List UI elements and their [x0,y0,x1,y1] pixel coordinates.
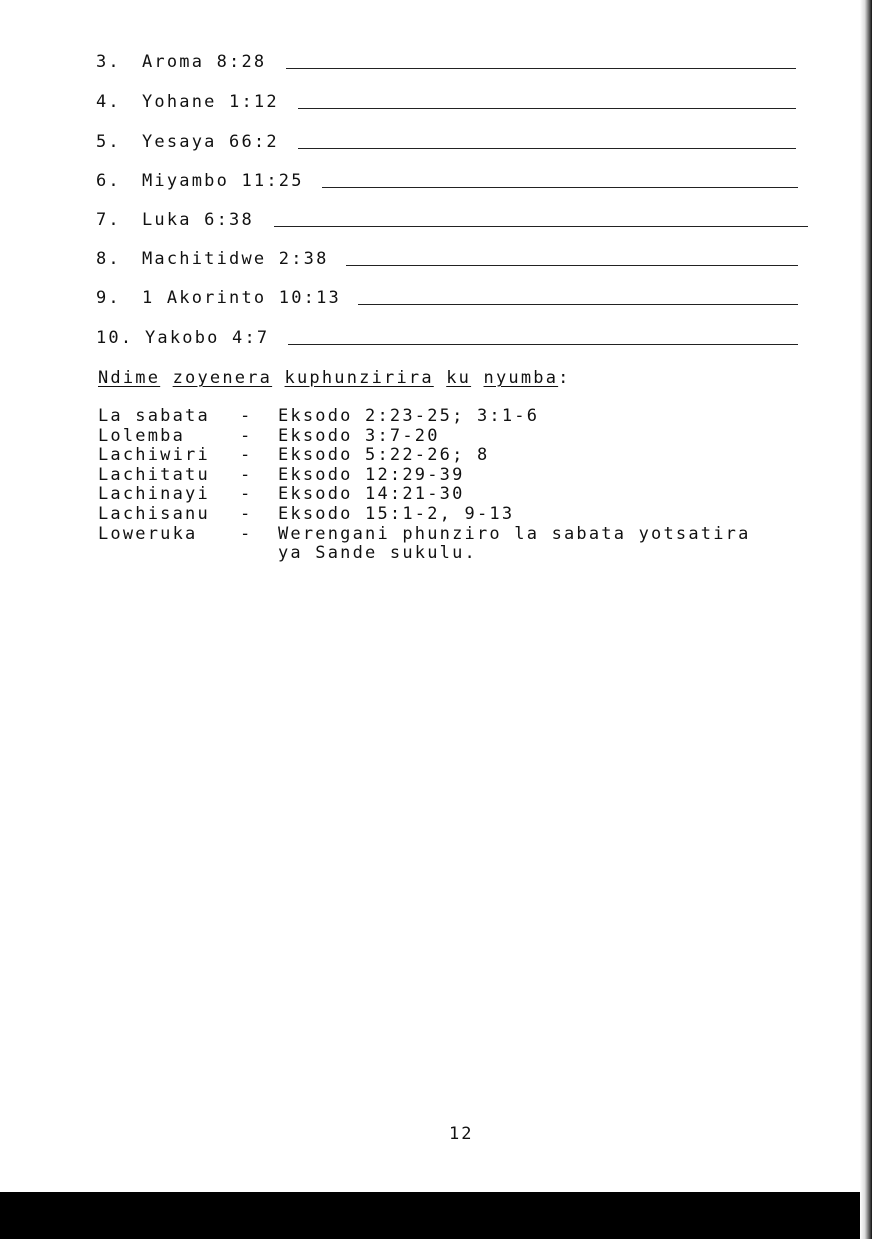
question-item [96,328,269,348]
scripture-reference: Yohane 1:12 [142,92,279,112]
separator: - [240,484,253,505]
separator: - [240,445,253,466]
question-item [96,249,329,269]
day-label: Lachitatu [98,464,210,485]
question-item [96,288,341,308]
question-number: 7. [96,210,121,230]
scripture-reference: Machitidwe 2:38 [142,249,329,269]
day-label: Lachinayi [98,484,210,505]
reading-reference: Werengani phunziro la sabata yotsatira ya Sande sukulu. [278,523,751,564]
day-label: Lolemba [98,425,186,446]
day-label: Lachisanu [98,503,210,524]
reading-reference: Eksodo 2:23-25; 3:1-6 [278,406,540,426]
scripture-reference: Aroma 8:28 [142,52,267,72]
day-label: La sabata [98,406,210,426]
answer-line [358,304,798,305]
answer-line [322,187,798,188]
schedule-row [98,485,778,505]
separator: - [240,425,253,446]
question-item [96,132,279,152]
answer-line [286,68,796,69]
reading-reference: Eksodo 12:29-39 [278,464,465,485]
scan-edge [860,0,872,1239]
separator: - [240,464,253,485]
question-number: 4. [96,92,121,112]
question-item [96,52,266,72]
question-item [96,210,254,230]
reading-schedule [98,407,778,564]
schedule-row [98,505,778,525]
schedule-row [98,427,778,447]
day-label: Lachiwiri [98,445,210,466]
scripture-reference: Yakobo 4:7 [145,328,270,348]
reading-reference: Eksodo 15:1-2, 9-13 [278,503,515,524]
schedule-row [98,446,778,466]
schedule-row [98,525,778,564]
answer-line [298,108,796,109]
question-number: 6. [96,171,121,191]
separator: - [240,503,253,524]
answer-line [298,148,796,149]
question-number: 3. [96,52,121,72]
day-label: Loweruka [98,523,198,544]
question-number: 5. [96,132,121,152]
page-number: 12 [449,1124,474,1144]
reading-reference: Eksodo 14:21-30 [278,484,465,505]
schedule-row [98,407,778,427]
question-number: 10. [96,328,134,348]
reading-reference: Eksodo 5:22-26; 8 [278,445,490,466]
reading-reference: Eksodo 3:7-20 [278,425,440,446]
question-number: 9. [96,288,121,308]
scripture-reference: Luka 6:38 [142,210,254,230]
separator: - [240,523,253,544]
question-item [96,171,304,191]
schedule-row [98,466,778,486]
scripture-reference: Miyambo 11:25 [142,171,304,191]
scripture-reference: 1 Akorinto 10:13 [142,288,341,308]
scripture-reference: Yesaya 66:2 [142,132,279,152]
separator: - [240,406,253,426]
section-heading: Ndime zoyenera kuphunzirira ku nyumba: [98,368,571,388]
answer-line [346,265,798,266]
answer-line [274,226,808,227]
question-number: 8. [96,249,121,269]
question-item [96,92,279,112]
answer-line [288,344,798,345]
